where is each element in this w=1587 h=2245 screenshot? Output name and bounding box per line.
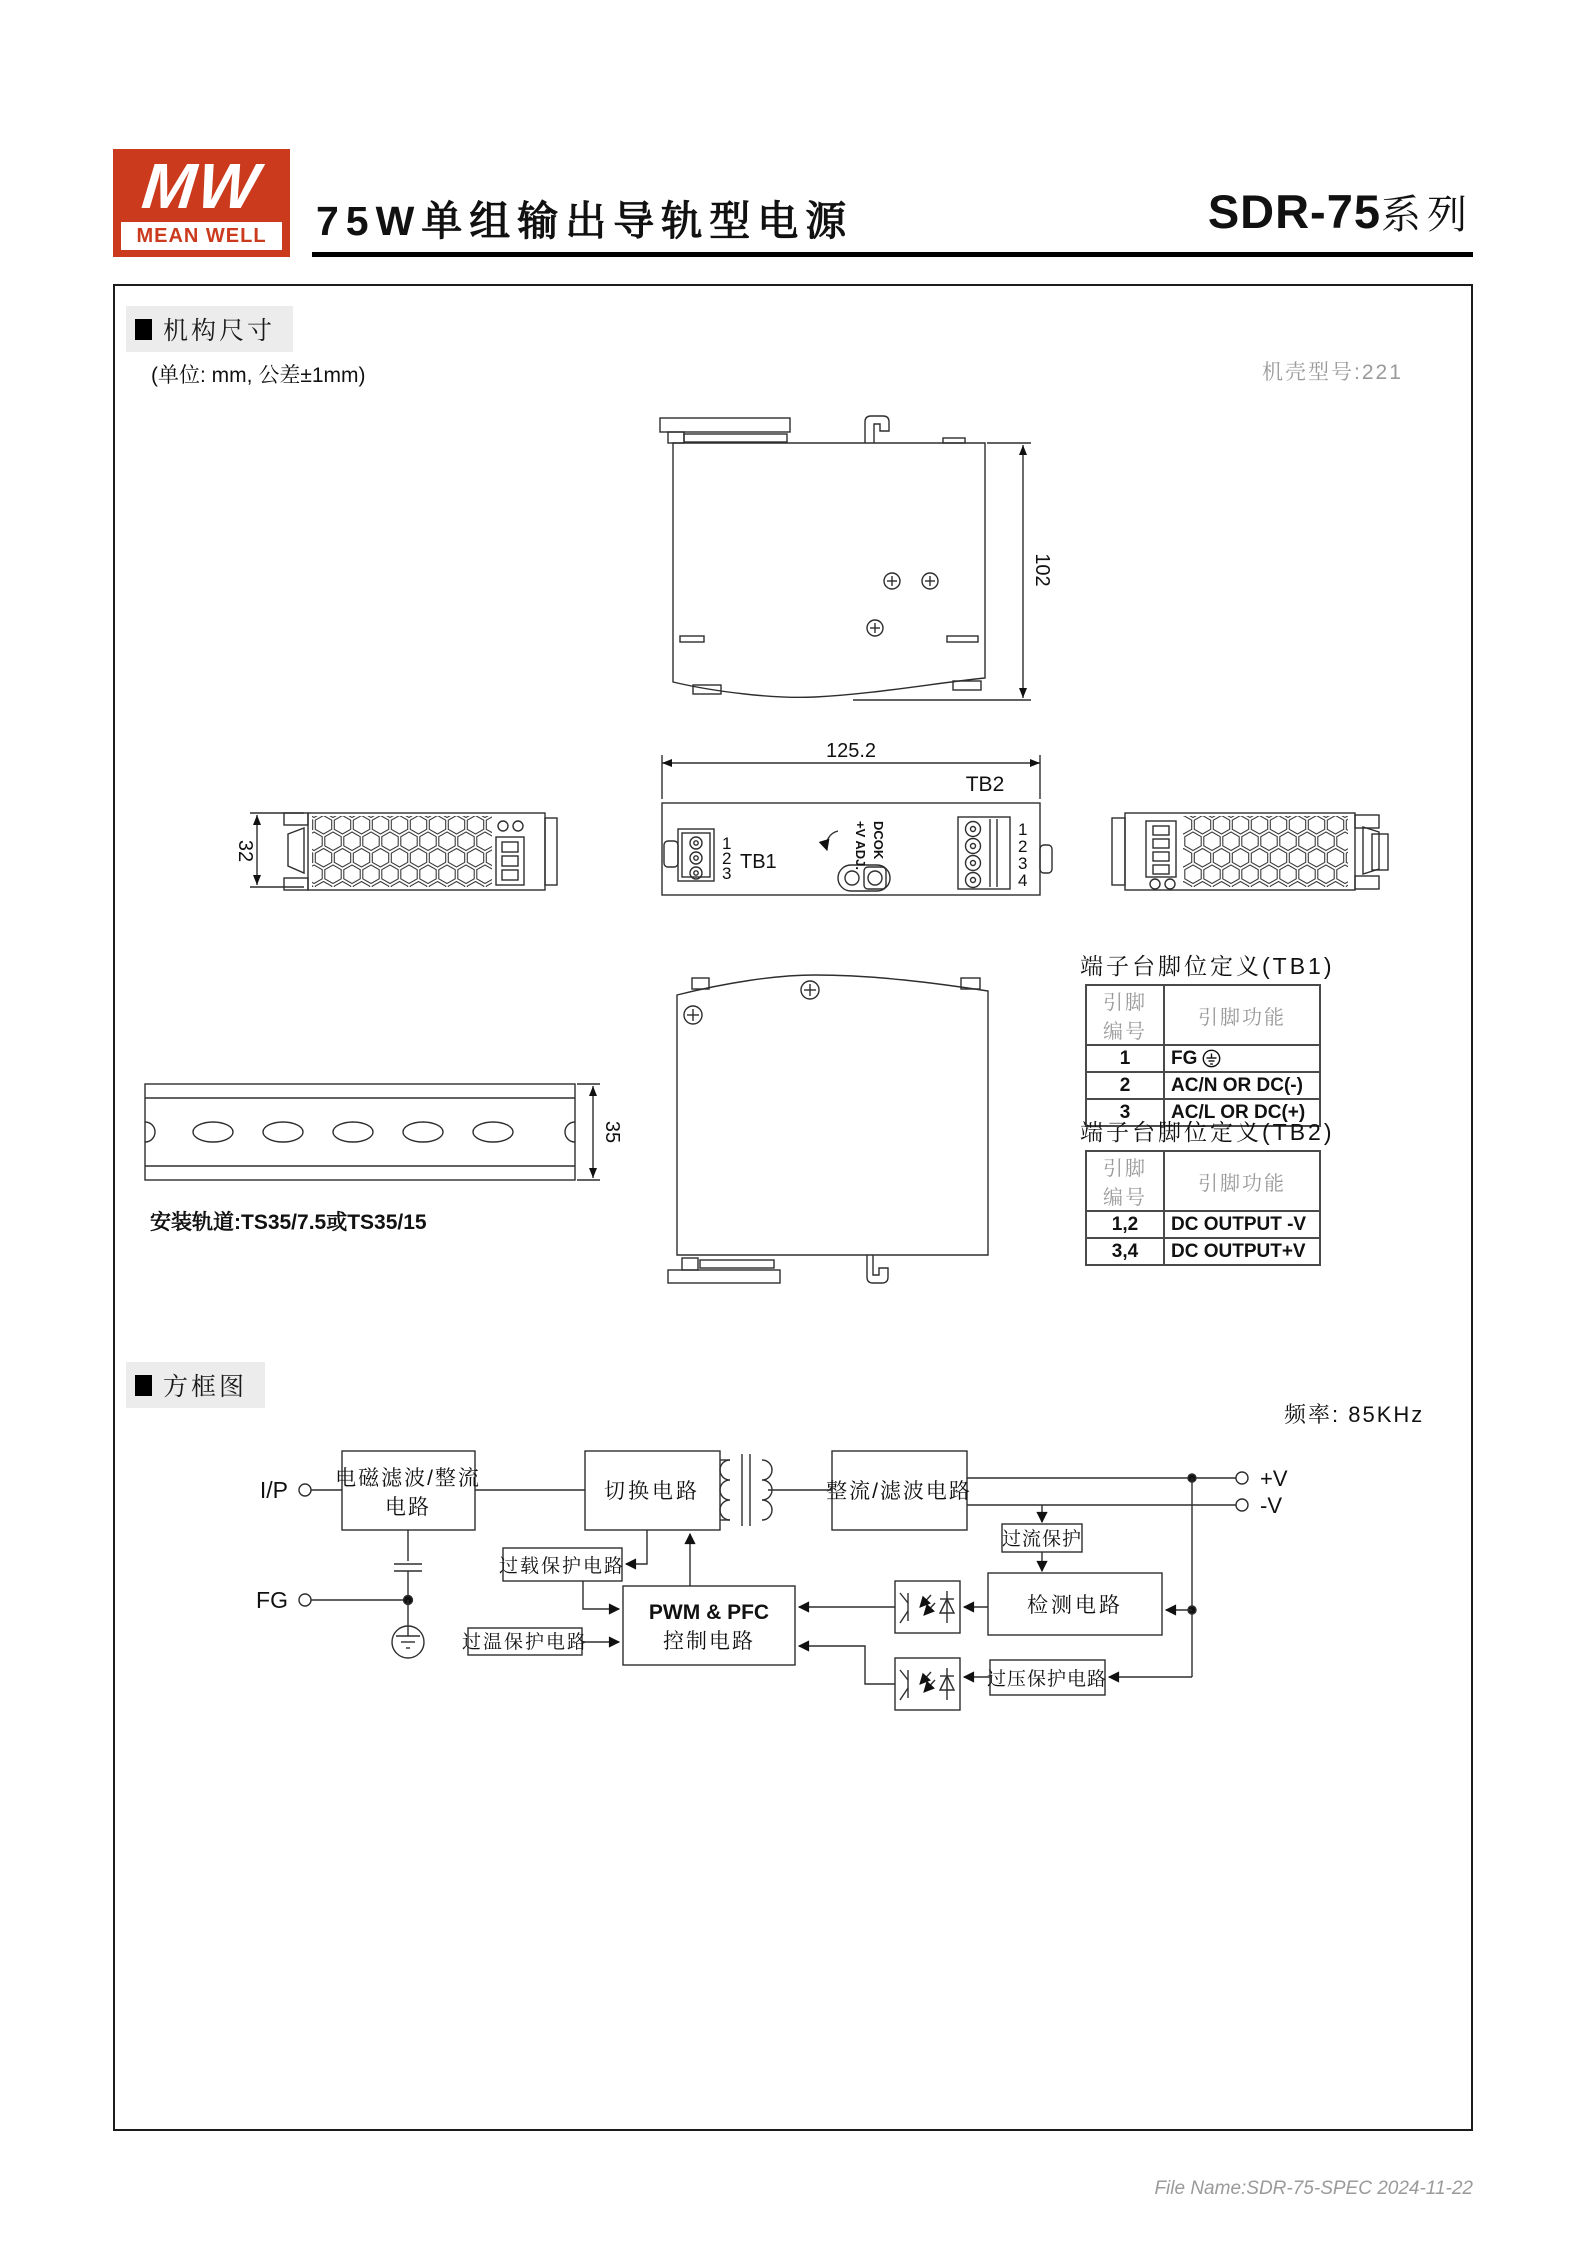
tb2-drawing-label: TB2 bbox=[965, 773, 1005, 796]
overtemp-block-label: 过温保护电路 bbox=[461, 1632, 589, 1653]
section-title-mechanical: 机构尺寸 bbox=[163, 317, 276, 345]
overcurrent-block-label: 过流保护 bbox=[1001, 1529, 1083, 1550]
front-view-drawing bbox=[640, 740, 1060, 905]
table-row bbox=[1086, 1072, 1320, 1099]
tb1-pin1-label: 1 bbox=[722, 834, 732, 853]
optocoupler-icon bbox=[900, 1591, 954, 1623]
case-type-note: 机壳型号:221 bbox=[1262, 361, 1403, 384]
function-cell: FG bbox=[1164, 1045, 1320, 1072]
tb1-pin3-label: 3 bbox=[722, 864, 732, 883]
detect-block-label: 检测电路 bbox=[1027, 1594, 1123, 1617]
series-title bbox=[1208, 183, 1473, 240]
vplus-terminal-label: +V bbox=[1260, 1466, 1288, 1491]
section-header-block-diagram bbox=[126, 1362, 265, 1408]
vent-honeycomb bbox=[312, 816, 492, 887]
tb2-pin1-label: 1 bbox=[1018, 820, 1028, 839]
table-row bbox=[1086, 1045, 1320, 1072]
dim-rail-label: 35 bbox=[601, 1120, 623, 1144]
rectifier-block-label: 整流/滤波电路 bbox=[826, 1480, 972, 1503]
table-header-row bbox=[1086, 1151, 1320, 1211]
unit-note: (单位: mm, 公差±1mm) bbox=[151, 364, 366, 387]
pin-cell: 1 bbox=[1086, 1045, 1164, 1072]
vent-honeycomb bbox=[1183, 816, 1348, 887]
ovp-block-label: 过压保护电路 bbox=[986, 1669, 1108, 1690]
frequency-note: 频率: 85KHz bbox=[1284, 1402, 1425, 1427]
title-underline bbox=[312, 252, 1473, 257]
dim-depth-label: 32 bbox=[234, 839, 256, 863]
tb1-drawing-label: TB1 bbox=[740, 851, 777, 873]
series-suffix: 系列 bbox=[1381, 193, 1473, 237]
fg-terminal-label: FG bbox=[256, 1587, 288, 1613]
pin-cell: 3 bbox=[1086, 1099, 1164, 1126]
emi-filter-block-label2: 电路 bbox=[385, 1496, 431, 1519]
col-pin-function: 引脚功能 bbox=[1164, 985, 1320, 1045]
din-rail-drawing bbox=[138, 1072, 623, 1194]
tb1-pin2-label: 2 bbox=[722, 849, 732, 868]
mw-logo-letters: MW bbox=[138, 150, 265, 222]
tb2-pin3-label: 3 bbox=[1018, 854, 1028, 873]
dcok-label: DCOK bbox=[871, 821, 886, 860]
col-pin-number: 引脚编号 bbox=[1086, 1151, 1164, 1211]
pin-cell: 3,4 bbox=[1086, 1238, 1164, 1265]
block-diagram bbox=[180, 1428, 1480, 1728]
screw-icon bbox=[867, 573, 938, 636]
vadj-label: +V ADJ. bbox=[853, 821, 868, 871]
side-view-drawing bbox=[635, 398, 1055, 713]
dim-width-label: 125.2 bbox=[825, 740, 877, 762]
tb2-pin4-label: 4 bbox=[1018, 871, 1028, 890]
rail-note: 安装轨道:TS35/7.5或TS35/15 bbox=[150, 1211, 427, 1234]
function-cell: AC/N OR DC(-) bbox=[1164, 1072, 1320, 1099]
pwm-block-label: PWM & PFC bbox=[648, 1601, 770, 1624]
overload-block-label: 过载保护电路 bbox=[498, 1556, 626, 1577]
screw-icon bbox=[684, 981, 819, 1024]
table-row bbox=[1086, 1211, 1320, 1238]
emi-filter-block-label: 电磁滤波/整流 bbox=[335, 1467, 481, 1490]
function-cell: AC/L OR DC(+) bbox=[1164, 1099, 1320, 1126]
tb2-pin-table bbox=[1085, 1150, 1321, 1266]
col-pin-number: 引脚编号 bbox=[1086, 985, 1164, 1045]
earth-ground-icon bbox=[392, 1626, 424, 1658]
dim-height-label: 102 bbox=[1031, 553, 1053, 587]
footer-file-info: File Name:SDR-75-SPEC 2024-11-22 bbox=[1154, 2178, 1473, 2199]
optocoupler-icon bbox=[900, 1668, 954, 1700]
table-header-row bbox=[1086, 985, 1320, 1045]
pwm-block-label2: 控制电路 bbox=[663, 1630, 755, 1653]
side-view-bottom-drawing bbox=[655, 950, 1000, 1295]
tb2-table-title: 端子台脚位定义(TB2) bbox=[1080, 1119, 1335, 1145]
col-pin-function: 引脚功能 bbox=[1164, 1151, 1320, 1211]
page-title: 75W单组输出导轨型电源 bbox=[316, 198, 854, 244]
series-code: SDR-75 bbox=[1207, 185, 1381, 238]
tb1-pin-table bbox=[1085, 984, 1321, 1127]
input-terminal-label: I/P bbox=[259, 1477, 288, 1503]
section-title-block-diagram: 方框图 bbox=[163, 1373, 248, 1401]
vminus-terminal-label: -V bbox=[1260, 1493, 1282, 1518]
meanwell-logo bbox=[113, 149, 290, 257]
ground-icon bbox=[1202, 1049, 1221, 1068]
section-bullet-icon bbox=[135, 319, 152, 340]
section-header-mechanical bbox=[126, 306, 293, 352]
tb1-table-title: 端子台脚位定义(TB1) bbox=[1080, 953, 1335, 979]
pin-cell: 2 bbox=[1086, 1072, 1164, 1099]
tb2-pin2-label: 2 bbox=[1018, 837, 1028, 856]
pin-cell: 1,2 bbox=[1086, 1211, 1164, 1238]
left-end-view-drawing bbox=[200, 782, 605, 907]
table-row bbox=[1086, 1238, 1320, 1265]
meanwell-brand-label: MEAN WELL bbox=[136, 224, 267, 247]
function-cell: DC OUTPUT+V bbox=[1164, 1238, 1320, 1265]
meanwell-brand-box bbox=[121, 222, 282, 250]
right-end-view-drawing bbox=[1098, 782, 1483, 907]
function-cell: DC OUTPUT -V bbox=[1164, 1211, 1320, 1238]
switching-block-label: 切换电路 bbox=[604, 1480, 700, 1503]
section-bullet-icon bbox=[135, 1375, 152, 1396]
